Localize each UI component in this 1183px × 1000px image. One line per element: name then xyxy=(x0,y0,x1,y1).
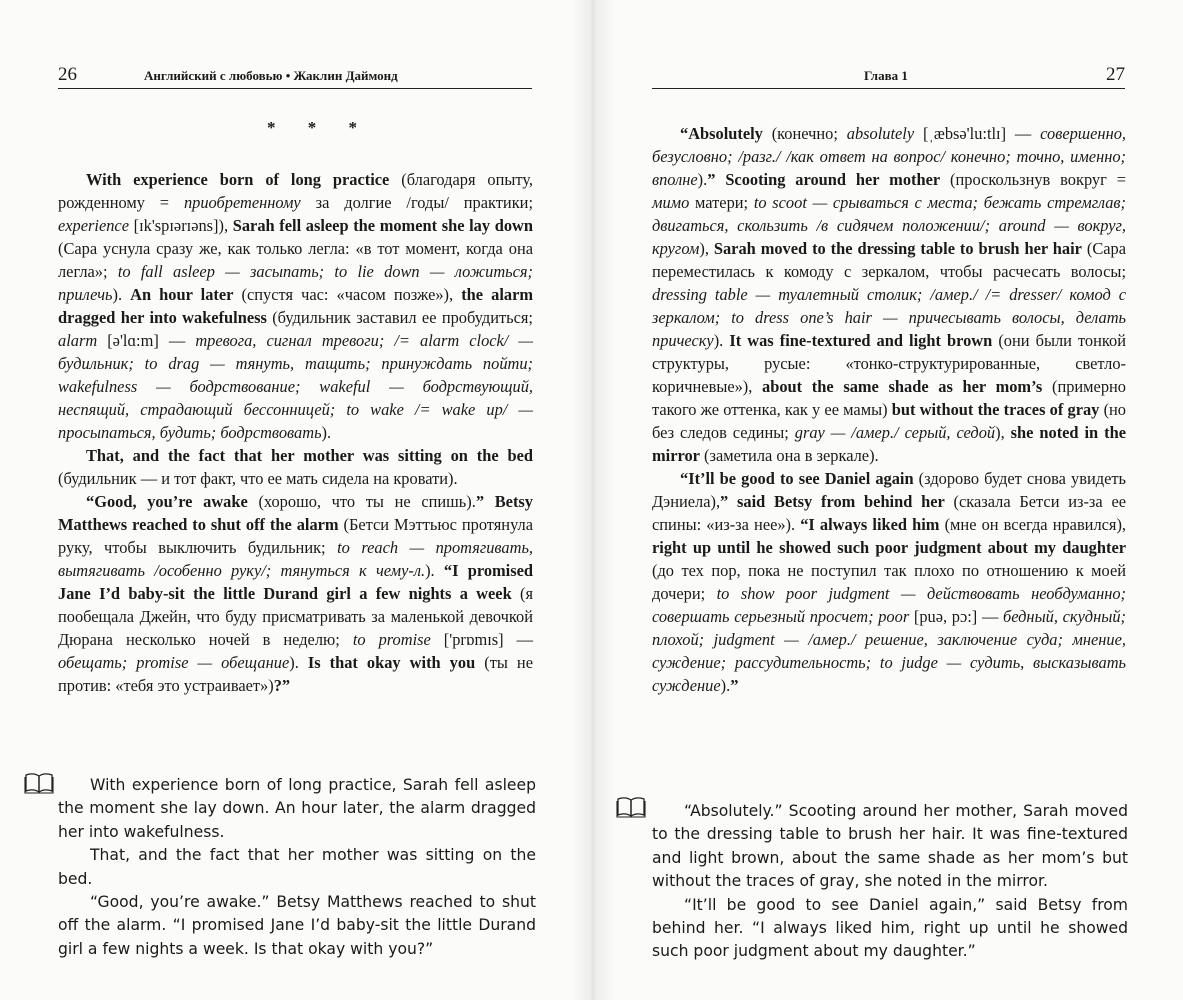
annotated-paragraph-1: “Absolutely (конечно; absolutely [ˌæbsə'lu:tlɪ] — совершенно, безусловно; /разг./ /как ответ на вопрос/ конечно; точно, именно; вполне).” Scooting around her mother (проскользнув вокруг = мимо матери; to scoot — срываться с места; бежать стремглав; двигаться, скользить /в сидячем положении/; around — вокруг, кругом), Sarah moved to the dressing table to brush her hair (Сара переместилась к комоду с зеркалом, чтобы расчесать волосы; dressing table — туалетный столик; /амер./ /= dresser/ комод с зеркалом; to dress one’s hair — причесывать волосы, делать прическу). It was fine-textured and light brown (они были тонкой структуры, русые: «тонко-структурированные, светло-коричневые»), about the same shade as her mom’s (примерно такого же оттенка, как у ее мамы) but without the traces of gray (но без следов седины; gray — /амер./ серый, седой), she noted in the mirror (заметила она в зеркале). xyxy=(652,124,1126,465)
annotated-paragraph-2: That, and the fact that her mother was sitting on the bed (будильник — и тот факт, что ее мать сидела на кровати). xyxy=(58,446,533,488)
left-annotated-text xyxy=(58,168,533,697)
right-page xyxy=(592,0,1183,1000)
annotated-paragraph-1: With experience born of long practice (благодаря опыту, рожденному = приобретенному за долгие /годы/ практики; experience [ɪk'spɪərɪəns]), Sarah fell asleep the moment she lay down (Сара уснула сразу же, как только легла: «в тот момент, когда она легла»; to fall asleep — засыпать; to lie down — ложиться; прилечь). An hour later (спустя час: «часом позже»), the alarm dragged her into wakefulness (будильник заставил ее пробудиться; alarm [ə'lɑ:m] — тревога, сигнал тревоги; /= alarm clock/ — будильник; to drag — тянуть, тащить; принуждать пойти; wakefulness — бодрствование; wakeful — бодрствующий, неспящий, страдающий бессонницей; to wake /= wake up/ — просыпаться, будить; бодрствовать). xyxy=(58,170,534,442)
open-book-icon xyxy=(24,772,54,794)
plain-paragraph-1: “Absolutely.” Scooting around her mother, Sarah moved to the dressing table to brush her hair. It was fine-textured and light brown, about the same shade as her mom’s but without the traces of gray, she noted in the mirror. xyxy=(652,802,1128,891)
open-book-icon xyxy=(616,796,646,818)
left-running-header xyxy=(58,62,532,89)
annotated-paragraph-2: “It’ll be good to see Daniel again (здорово будет снова увидеть Дэниела),” said Betsy from behind her (сказала Бетси из-за ее спины: «из-за нее»). “I always liked him (мне он всегда нравился), right up until he showed such poor judgment about my daughter (до тех пор, пока не поступил так плохо по отношению к моей дочери; to show poor judgment — действовать необдуманно; совершать серьезный просчет; poor [puə, pɔ:] — бедный, скудный; плохой; judgment — /амер./ решение, заключение суда; мнение, суждение; рассудительность; to judge — судить, высказывать суждение).” xyxy=(652,469,1126,695)
plain-paragraph-2: “It’ll be good to see Daniel again,” said Betsy from behind her. “I always liked him, right up until he showed such poor judgment about my daughter.” xyxy=(652,895,1128,961)
book-gutter-shadow xyxy=(572,0,614,1000)
left-running-head-title: Английский с любовью • Жаклин Даймонд xyxy=(144,68,398,83)
right-page-number: 27 xyxy=(1106,64,1125,85)
left-page-number: 26 xyxy=(58,64,77,85)
right-plain-text xyxy=(652,800,1128,964)
plain-paragraph-3: “Good, you’re awake.” Betsy Matthews reached to shut off the alarm. “I promised Jane I’d baby-sit the little Durand girl a few nights a week. Is that okay with you?” xyxy=(58,893,536,958)
right-running-header xyxy=(652,62,1125,89)
right-running-head-title: Глава 1 xyxy=(864,68,908,83)
left-plain-text xyxy=(58,774,536,961)
section-separator: * * * xyxy=(267,118,371,137)
plain-paragraph-1: With experience born of long practice, Sarah fell asleep the moment she lay down. An hour later, the alarm dragged her into wakefulness. xyxy=(58,776,536,841)
right-annotated-text xyxy=(652,122,1126,697)
plain-paragraph-2: That, and the fact that her mother was sitting on the bed. xyxy=(58,846,536,888)
annotated-paragraph-3: “Good, you’re awake (хорошо, что ты не спишь).” Betsy Matthews reached to shut off the alarm (Бетси Мэттьюс протянула руку, чтобы выключить будильник; to reach — протягивать, вытягивать /особенно руку/; тянуться к чему-л.). “I promised Jane I’d baby-sit the little Durand girl a few nights a week (я пообещала Джейн, что буду присматривать за маленькой девочкой Дюрана несколько ночей в неделю; to promise ['prɒmɪs] — обещать; promise — обещание). Is that okay with you (ты не против: «тебя это устраивает»)?” xyxy=(58,492,534,695)
